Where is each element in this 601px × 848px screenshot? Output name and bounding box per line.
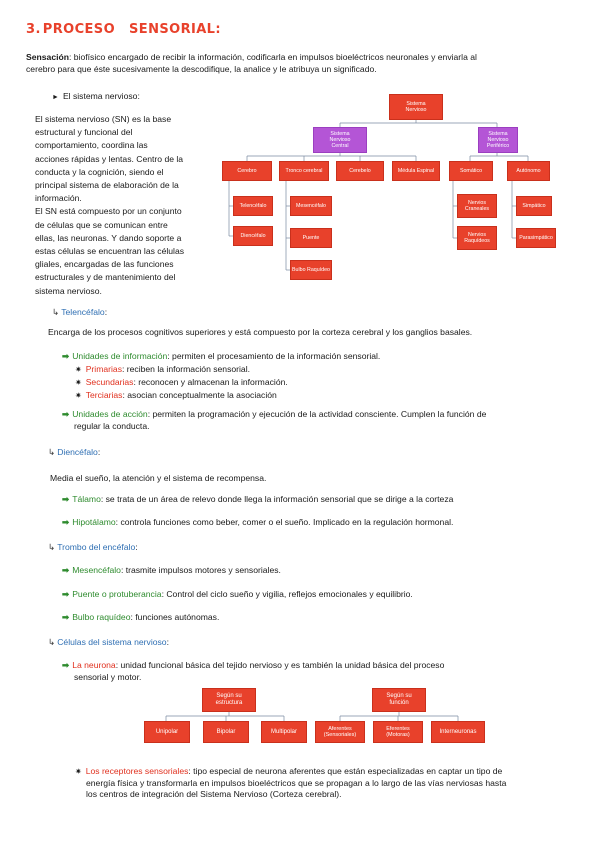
title-colon: : <box>215 22 221 37</box>
secundarias-item <box>75 377 288 389</box>
diagram1-cerebelo-label: Cerebelo <box>349 167 371 174</box>
diencefalo-description: Media el sueño, la atención y el sistema de recompensa. <box>50 473 267 483</box>
diagram1-tronco-node <box>279 161 329 181</box>
diagram1-somatico-label: Somático <box>459 167 483 174</box>
receptores-term: Los receptores sensoriales <box>85 766 189 776</box>
right-arrow-icon: ➡ <box>62 494 70 504</box>
unidades-accion-desc-2: regular la conducta. <box>74 420 150 431</box>
secundarias-desc: : reconocen y almacenan la información. <box>133 377 288 387</box>
diagram1-mesencefalo-label: Mesencéfalo <box>295 202 327 209</box>
diagram1-nervios-craneales-label: Nervios Craneales <box>464 199 490 212</box>
diagram1-peripheral-node <box>478 127 518 153</box>
diencefalo-heading <box>48 447 100 459</box>
diencefalo-heading-colon: : <box>97 447 101 457</box>
unidades-accion-term: Unidades de acción <box>72 409 148 419</box>
diagram1-telencefalo-label: Telencéfalo <box>239 202 267 209</box>
nervous-system-line: El sistema nervioso (SN) es la base <box>35 114 172 124</box>
diagram1-simpatico-label: Simpático <box>522 202 546 209</box>
bulbo-term: Bulbo raquídeo <box>72 612 131 622</box>
hipotalamo-term: Hipotálamo <box>72 517 116 527</box>
diagram2-unipolar-label: Unipolar <box>155 728 179 735</box>
diagram2-funcion-label: Según su función <box>386 693 412 706</box>
diagram1-peripheral-label: Sistema Nervioso Periférico <box>486 130 510 150</box>
diagram1-root-label: Sistema Nervioso <box>405 100 427 113</box>
diagram1-bulbo-label: Bulbo Raquídeo <box>292 266 330 273</box>
diagram1-cerebro-label: Cerebro <box>237 167 257 174</box>
unidades-informacion-item <box>62 351 380 363</box>
diencefalo-heading-text: Diencéfalo <box>57 447 98 457</box>
diagram1-central-label: Sistema Nervioso Central <box>329 130 351 150</box>
diagram2-eferentes-node <box>373 721 423 743</box>
nervous-system-line: El SN está compuesto por un conjunto <box>35 206 182 217</box>
diagram1-bulbo-node <box>290 260 332 280</box>
diagram1-telencefalo-node <box>233 196 273 216</box>
telencefalo-heading-text: Telencéfalo <box>61 307 105 317</box>
diagram1-nervios-raquideos-label: Nervios Raquídeos <box>464 231 490 244</box>
mesencefalo-desc: : trasmite impulsos motores y sensoriales. <box>120 565 281 575</box>
mesencefalo-item <box>62 565 281 577</box>
diagram1-cerebelo-node <box>336 161 384 181</box>
diagram1-central-node <box>313 127 367 153</box>
diagram1-diencefalo-label: Diencéfalo <box>240 232 266 239</box>
nervous-system-line: estas células se encuentran las células <box>35 246 185 257</box>
primarias-desc: : reciben la información sensorial. <box>122 364 251 374</box>
hipotalamo-item <box>62 517 453 529</box>
star-bullet-icon: ✷ <box>75 378 82 387</box>
telencefalo-heading <box>52 307 107 319</box>
diagram2-multipolar-node <box>261 721 307 743</box>
puente-item <box>62 589 413 601</box>
terciarias-term: Terciarias <box>85 390 123 400</box>
terciarias-desc: : asocian conceptualmente la asociación <box>122 390 277 400</box>
unidades-informacion-term: Unidades de información <box>72 351 168 361</box>
diagram2-aferentes-node <box>315 721 365 743</box>
nervous-system-heading-text: El sistema nervioso: <box>62 91 140 101</box>
nervous-system-line: conducta y la cognición, siendo el <box>35 166 164 177</box>
hook-arrow-icon: ↳ <box>48 542 56 552</box>
right-arrow-icon: ➡ <box>62 612 70 622</box>
title-number: 3. <box>26 22 41 37</box>
diagram2-eferentes-label: Eferentes (Motoras) <box>386 725 410 738</box>
nervous-system-line: información. <box>35 193 82 204</box>
diagram1-nervios-craneales-node <box>457 194 497 218</box>
secundarias-term: Secundarias <box>85 377 134 387</box>
diagram1-autonomo-label: Autónomo <box>516 167 541 174</box>
nervous-system-line: sistema nervioso. <box>35 285 102 296</box>
star-bullet-icon: ✷ <box>75 365 82 374</box>
diagram2-unipolar-node <box>144 721 190 743</box>
telencefalo-description: Encarga de los procesos cognitivos superiores y está compuesto por la corteza cerebral y los ganglios basales. <box>48 327 473 337</box>
celulas-heading-text: Células del sistema nervioso <box>57 637 167 647</box>
diagram1-diencefalo-node <box>233 226 273 246</box>
nervous-system-line: de células que se comunican entre <box>35 219 168 230</box>
diagram2-estructura-node <box>202 688 256 712</box>
diagram2-funcion-node <box>372 688 426 712</box>
diagram2-bipolar-node <box>203 721 249 743</box>
neurona-desc-1: : unidad funcional básica del tejido nervioso y es también la unidad básica del proceso <box>115 660 445 670</box>
hipotalamo-desc: : controla funciones como beber, comer o el sueño. Implicado en la regulación hormonal. <box>115 517 454 527</box>
diagram2-multipolar-label: Multipolar <box>270 728 297 735</box>
neurona-item <box>62 660 582 683</box>
bulbo-item <box>62 612 219 624</box>
mesencefalo-term: Mesencéfalo <box>72 565 121 575</box>
diagram1-medula-node <box>392 161 440 181</box>
intro-line-2: cerebro para que éste sucesivamente la descodifique, la analice y le atribuya un significado. <box>26 63 377 74</box>
nervous-system-line: comportamiento, coordina las <box>35 140 148 151</box>
diagram1-parasimpatico-label: Parasimpático <box>519 234 553 241</box>
unidades-accion-item <box>62 409 582 432</box>
title-word-proceso: PROCESO <box>42 22 116 37</box>
right-arrow-icon: ➡ <box>62 589 70 599</box>
diagram2-estructura-label: Según su estructura <box>215 693 243 706</box>
right-arrow-icon: ➡ <box>62 660 70 670</box>
diagram2-bipolar-label: Bipolar <box>216 728 236 735</box>
diagram1-mesencefalo-node <box>290 196 332 216</box>
diagram1-medula-label: Médula Espinal <box>397 167 435 174</box>
neurona-desc-2: sensorial y motor. <box>74 671 142 682</box>
receptores-desc-2: energía física y transformarla en impulsos bioeléctricos que se propagan a lo largo de las vías nerviosas hasta <box>86 777 507 788</box>
star-bullet-icon: ✷ <box>75 767 82 776</box>
nervous-system-line: acciones rápidas y lentas. Centro de la <box>35 153 184 164</box>
right-arrow-icon: ➡ <box>62 409 70 419</box>
diagram1-autonomo-node <box>507 161 550 181</box>
terciarias-item <box>75 390 277 402</box>
diagram2-interneuronas-node <box>431 721 485 743</box>
tronco-heading-colon: : <box>135 542 138 552</box>
right-arrow-icon: ➡ <box>62 565 70 575</box>
nervous-system-line: ellas, las neuronas. Y dando soporte a <box>35 232 182 243</box>
nervous-system-line: estructural y funcional del <box>35 127 133 138</box>
intro-term: Sensación <box>26 52 69 62</box>
celulas-heading-colon: : <box>166 637 169 647</box>
diagram1-simpatico-node <box>516 196 552 216</box>
nervous-system-line: estructurales y de mantenimiento del <box>35 272 176 283</box>
diagram1-cerebro-node <box>222 161 272 181</box>
intro-line-1: : biofísico encargado de recibir la información, codificarla en impulsos bioeléctricos neuronales y enviarla al <box>69 52 477 62</box>
hook-arrow-icon: ↳ <box>48 447 56 457</box>
diagram1-nervios-raquideos-node <box>457 226 497 250</box>
neurona-term: La neurona <box>72 660 116 670</box>
puente-term: Puente o protuberancia <box>72 589 162 599</box>
diagram1-puente-node <box>290 228 332 248</box>
receptores-item <box>75 766 580 801</box>
diagram1-tronco-label: Tronco cerebral <box>285 167 323 174</box>
diagram2-interneuronas-label: Interneuronas <box>439 728 477 735</box>
unidades-informacion-desc: : permiten el procesamiento de la información sensorial. <box>167 351 381 361</box>
title-word-sensorial: SENSORIAL <box>129 22 216 37</box>
star-bullet-icon: ✷ <box>75 391 82 400</box>
triangle-bullet-icon: ► <box>52 94 59 101</box>
talamo-item <box>62 494 453 506</box>
telencefalo-heading-colon: : <box>104 307 108 317</box>
primarias-item <box>75 364 250 376</box>
receptores-desc-3: los centros de integración del Sistema Nervioso (Corteza cerebral). <box>86 789 342 800</box>
diagram1-somatico-node <box>449 161 493 181</box>
receptores-desc-1: : tipo especial de neurona aferentes que están especializadas en captar un tipo de <box>188 766 503 776</box>
diagram2-aferentes-label: Aferentes (Sensoriales) <box>323 725 357 738</box>
bulbo-desc: : funciones autónomas. <box>130 612 220 622</box>
talamo-desc: : se trata de un área de relevo donde llega la información sensorial que se dirige a la corteza <box>100 494 454 504</box>
right-arrow-icon: ➡ <box>62 351 70 361</box>
tronco-heading-text: Trombo del encéfalo <box>57 542 136 552</box>
nervous-system-line: principal sistema de elaboración de la <box>35 180 179 191</box>
diagram1-root-node <box>389 94 443 120</box>
puente-desc: : Control del ciclo sueño y vigilia, reflejos emocionales y equilibrio. <box>161 589 413 599</box>
celulas-heading <box>48 637 169 649</box>
nervous-system-line: gliales, encargadas de las funciones <box>35 259 174 270</box>
unidades-accion-desc-1: : permiten la programación y ejecución de la actividad consciente. Cumplen la función de <box>147 409 487 419</box>
hook-arrow-icon: ↳ <box>48 637 56 647</box>
tronco-heading <box>48 542 138 554</box>
diagram1-puente-label: Puente <box>302 234 320 241</box>
diagram1-parasimpatico-node <box>516 228 556 248</box>
primarias-term: Primarias <box>85 364 122 374</box>
right-arrow-icon: ➡ <box>62 517 70 527</box>
hook-arrow-icon: ↳ <box>52 307 60 317</box>
talamo-term: Tálamo <box>72 494 101 504</box>
